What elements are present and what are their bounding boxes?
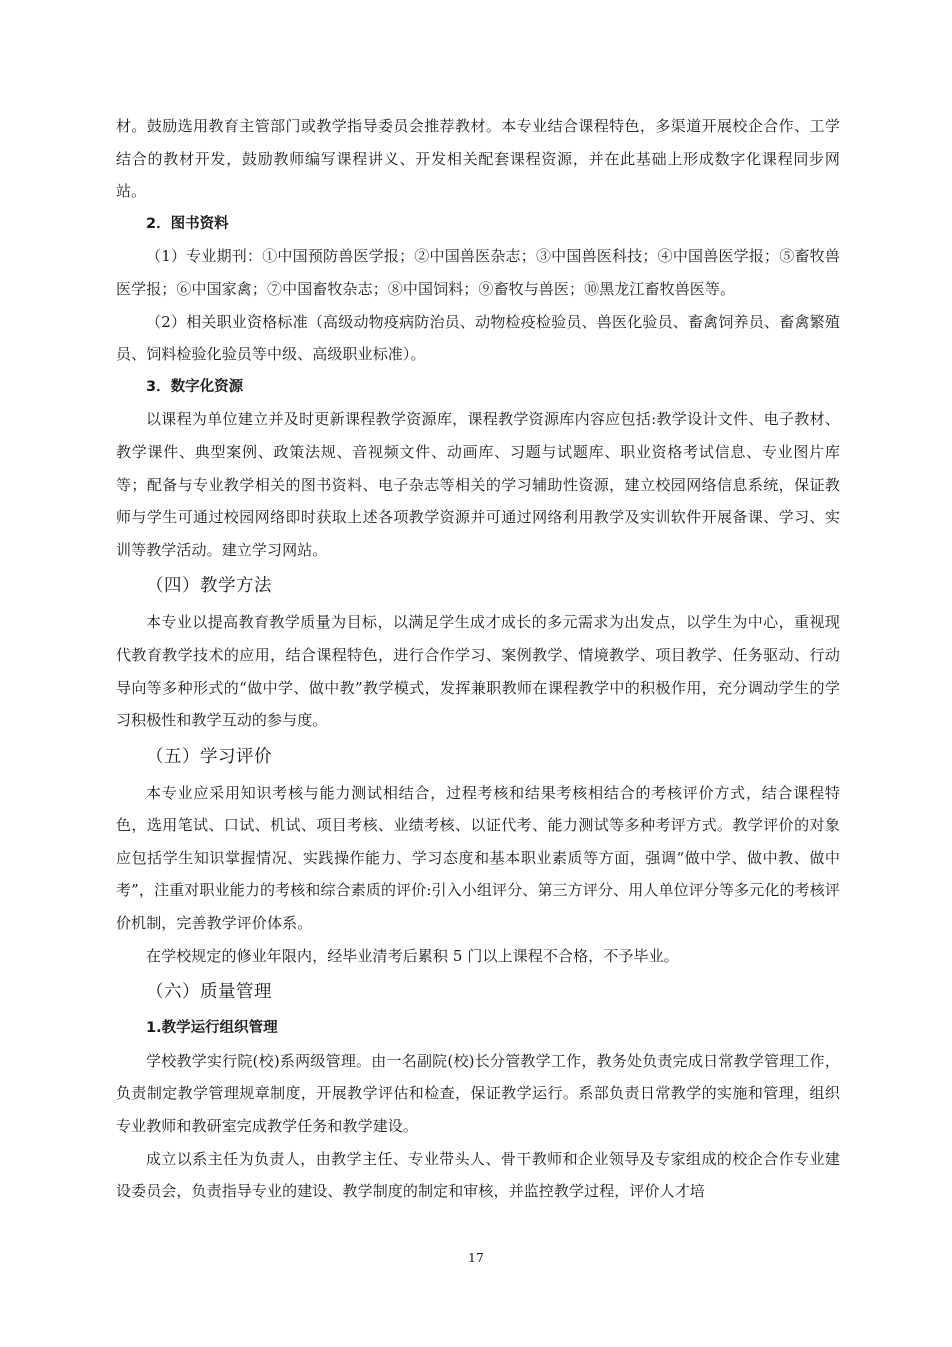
paragraph-digital-resources: 以课程为单位建立并及时更新课程教学资源库，课程教学资源库内容应包括:教学设计文件、电子教材、教学课件、典型案例、政策法规、音视频文件、动画库、习题与试题库、职业资格考试信息、专业图片库等；配备与专业教学相关的图书资料、电子杂志等相关的学习辅助性资源，建立校园网络信息系统，保证教师与学生可通过校园网络即时获取上述各项教学资源并可通过网络利用教学及实训软件开展备课、学习、实训等教学活动。建立学习网站。	[116, 410, 840, 559]
section-heading-quality-management: （六）质量管理	[146, 982, 272, 1003]
paragraph-journals: （1）专业期刊：①中国预防兽医学报；②中国兽医杂志；③中国兽医科技；④中国兽医学报；⑤畜牧兽医学报；⑥中国家禽；⑦中国畜牧杂志；⑧中国饲料；⑨畜牧与兽医；⑩黑龙江畜牧兽医等。	[116, 247, 840, 298]
paragraph-teaching-methods: 本专业以提高教育教学质量为目标，以满足学生成才成长的多元需求为出发点，以学生为中心，重视现代教育教学技术的应用，结合课程特色，进行合作学习、案例教学、情境教学、项目教学、任务驱动、行动导向等多种形式的“做中学、做中教”教学模式，发挥兼职教师在课程教学中的积极作用，充分调动学生的学习积极性和教学互动的参与度。	[116, 613, 840, 730]
section-heading-learning-evaluation: （五）学习评价	[146, 746, 272, 767]
heading-digital-resources: 3．数字化资源	[146, 378, 244, 395]
paragraph-graduation-rule: 在学校规定的修业年限内，经毕业清考后累积 5 门以上课程不合格，不予毕业。	[146, 946, 679, 965]
heading-teaching-operation: 1.教学运行组织管理	[146, 1020, 278, 1037]
paragraph-committee: 成立以系主任为负责人，由教学主任、专业带头人、骨干教师和企业领导及专家组成的校企合作专业建设委员会，负责指导专业的建设、教学制度的制定和审核，并监控教学过程，评价人才培	[116, 1149, 840, 1201]
paragraph-teaching-operation: 学校教学实行院(校)系两级管理。由一名副院(校)长分管教学工作，教务处负责完成日常教学管理工作，负责制定教学管理规章制度，开展教学评估和检查，保证教学运行。系部负责日常教学的实施和管理，组织专业教师和教研室完成教学任务和教学建设。	[116, 1051, 840, 1136]
section-heading-teaching-methods: （四）教学方法	[146, 576, 272, 597]
heading-library-resources: 2．图书资料	[146, 215, 229, 232]
paragraph-textbooks-continued: 材。鼓励选用教育主管部门或教学指导委员会推荐教材。本专业结合课程特色，多渠道开展校企合作、工学结合的教材开发，鼓励教师编写课程讲义、开发相关配套课程资源，并在此基础上形成数字化课程同步网站。	[116, 117, 840, 201]
paragraph-learning-evaluation: 本专业应采用知识考核与能力测试相结合，过程考核和结果考核相结合的考核评价方式，结合课程特色，选用笔试、口试、机试、项目考核、业绩考核、以证代考、能力测试等多种考评方式。教学评价的对象应包括学生知识掌握情况、实践操作能力、学习态度和基本职业素质等方面，强调“做中学、做中教、做中考”，注重对职业能力的考核和综合素质的评价:引入小组评分、第三方评分、用人单位评分等多元化的考核评价机制，完善教学评价体系。	[116, 783, 840, 933]
paragraph-qualification-standards: （2）相关职业资格标准（高级动物疫病防治员、动物检疫检验员、兽医化验员、畜禽饲养员、畜禽繁殖员、饲料检验化验员等中级、高级职业标准）。	[116, 312, 840, 364]
page-number: 17	[468, 1250, 484, 1265]
document-body	[116, 110, 840, 1208]
